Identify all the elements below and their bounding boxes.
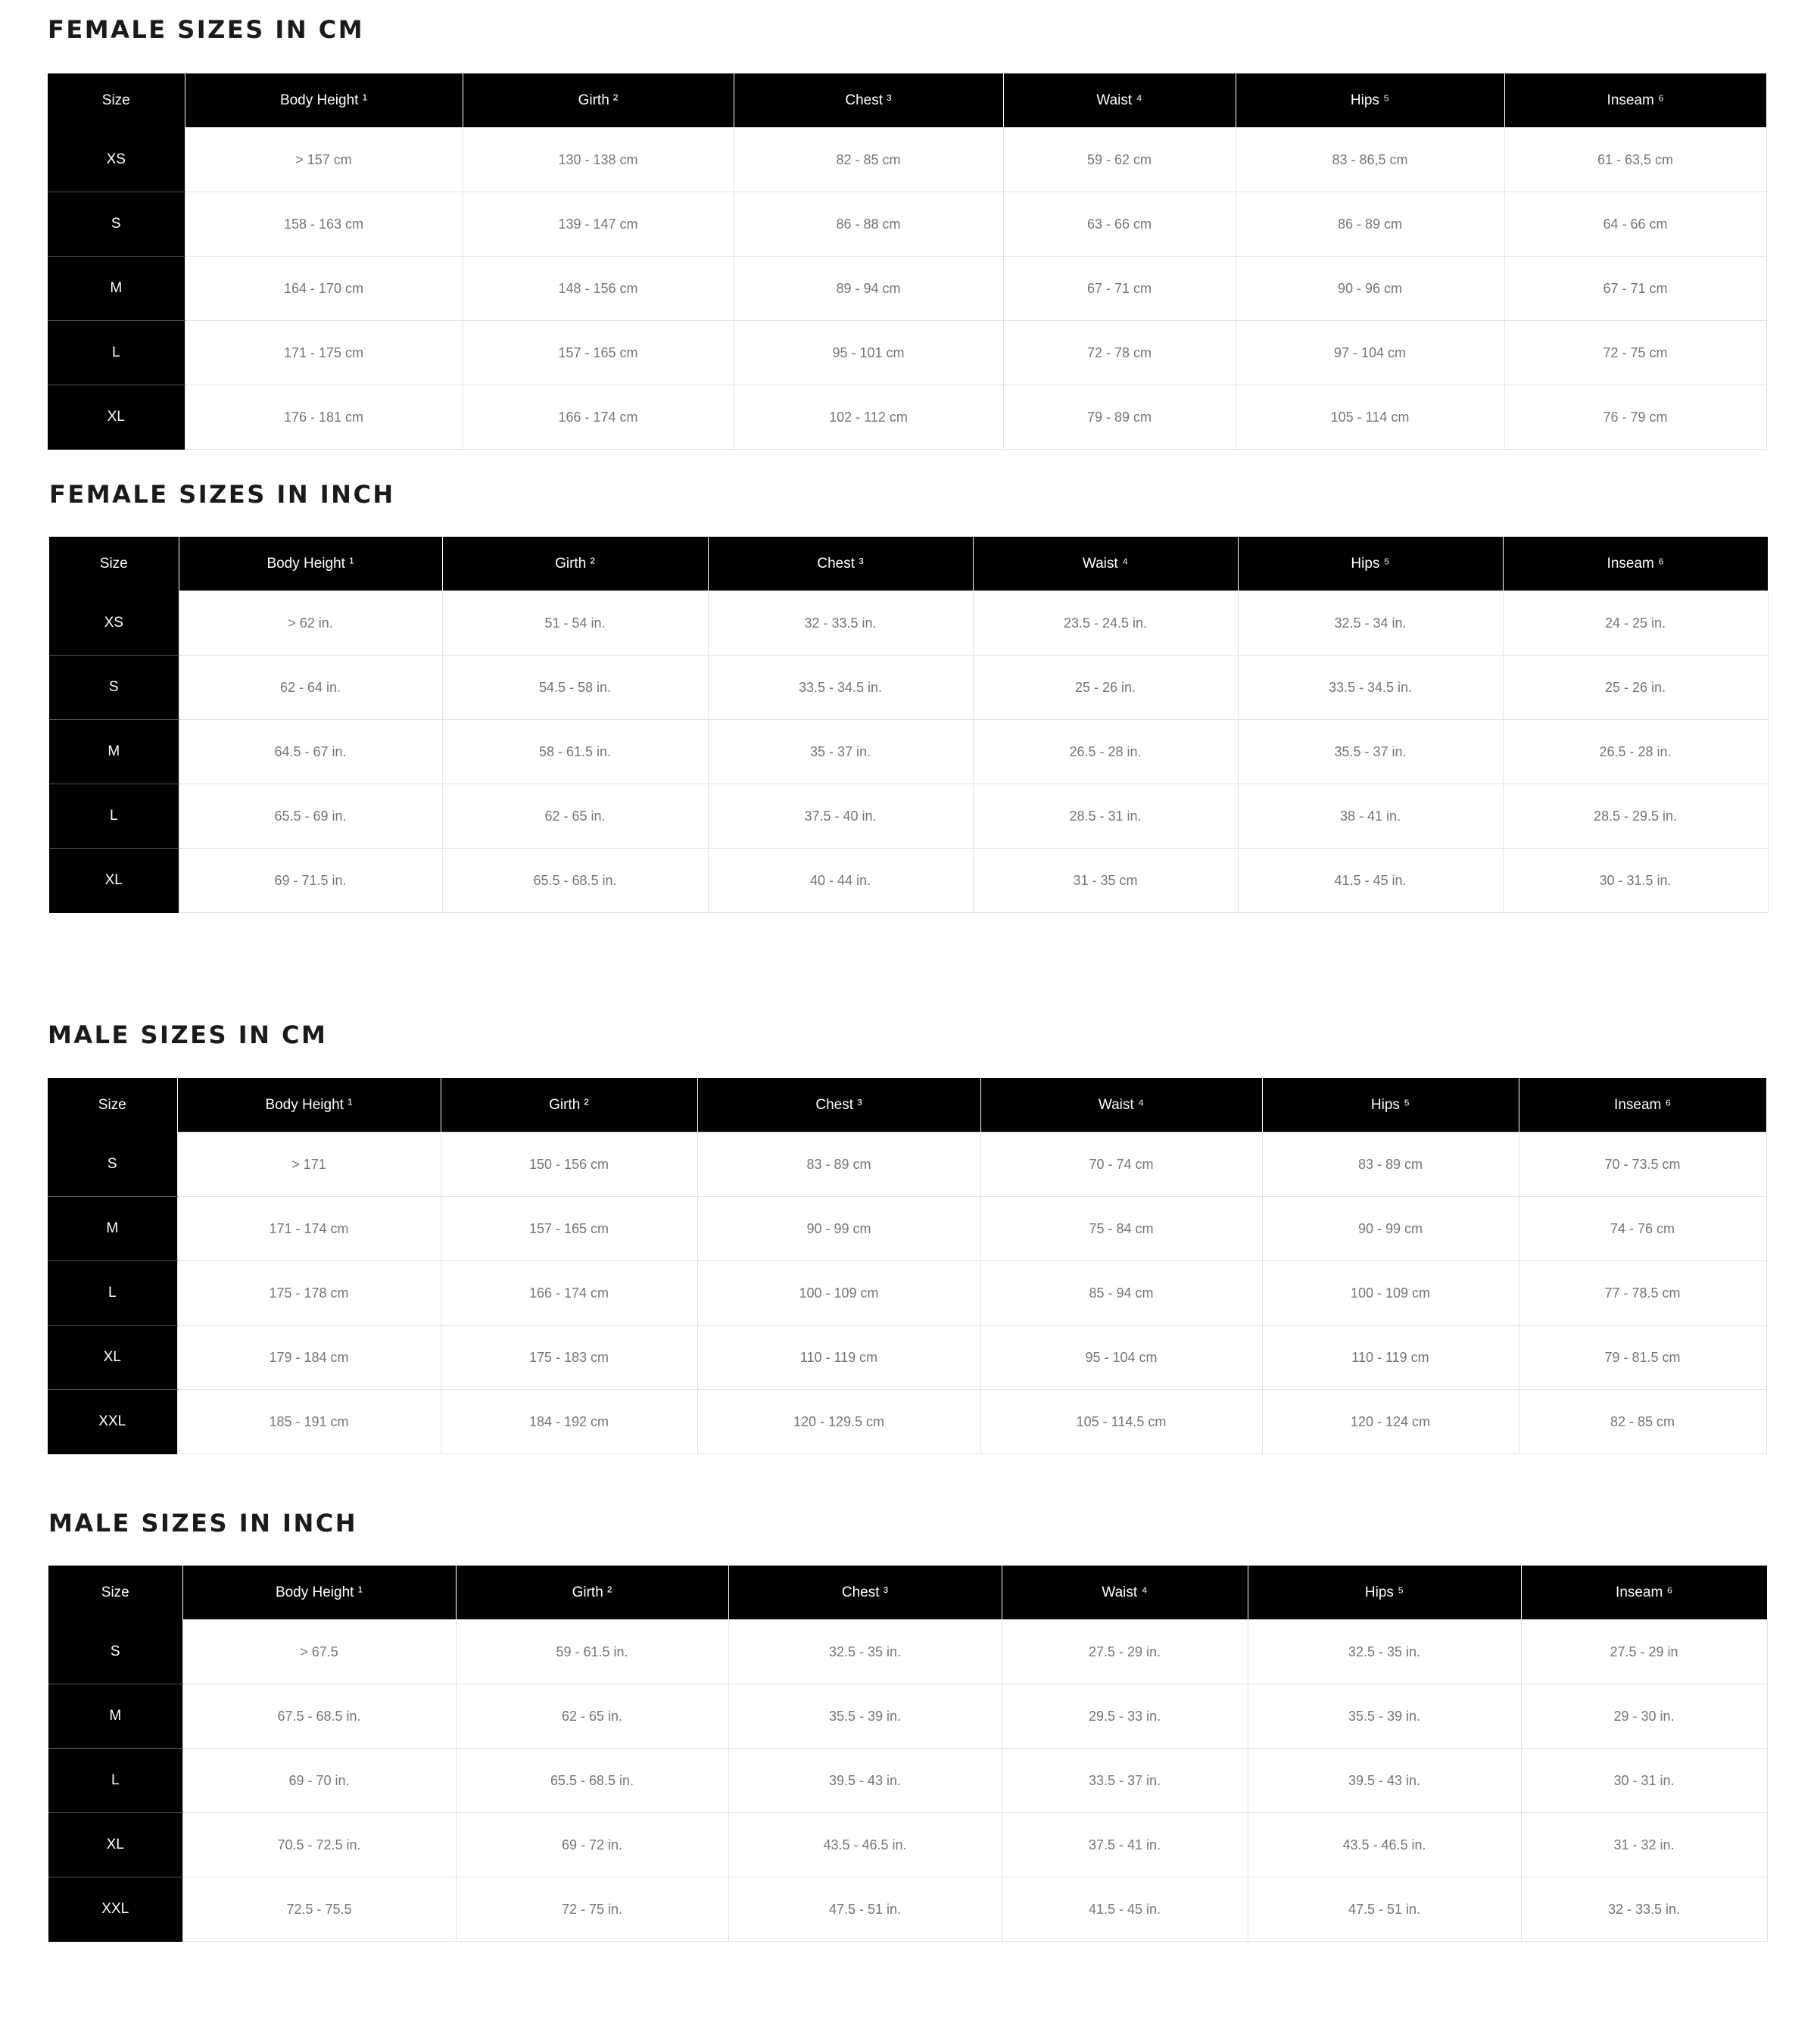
inseam-cell: 26.5 - 28 in. <box>1503 720 1768 784</box>
chest-cell: 32 - 33.5 in. <box>708 591 973 656</box>
body-height-cell: 72.5 - 75.5 <box>182 1877 456 1942</box>
table-row <box>48 192 1766 257</box>
inseam-header: Inseam ⁶ <box>1504 73 1766 128</box>
inseam-cell: 32 - 33.5 in. <box>1521 1877 1767 1942</box>
body-height-cell: 185 - 191 cm <box>177 1390 441 1454</box>
hips-cell: 86 - 89 cm <box>1236 192 1504 257</box>
inseam-cell: 74 - 76 cm <box>1519 1197 1766 1261</box>
girth-cell: 148 - 156 cm <box>463 257 734 321</box>
size-cell: S <box>49 656 179 720</box>
inseam-cell: 82 - 85 cm <box>1519 1390 1766 1454</box>
waist-header: Waist ⁴ <box>1003 73 1236 128</box>
chest-cell: 35 - 37 in. <box>708 720 973 784</box>
waist-cell: 37.5 - 41 in. <box>1002 1813 1248 1877</box>
waist-cell: 63 - 66 cm <box>1003 192 1236 257</box>
chest-cell: 39.5 - 43 in. <box>728 1749 1002 1813</box>
waist-cell: 72 - 78 cm <box>1003 321 1236 385</box>
chest-cell: 95 - 101 cm <box>734 321 1003 385</box>
body-height-cell: 175 - 178 cm <box>177 1261 441 1326</box>
body-height-cell: 62 - 64 in. <box>179 656 442 720</box>
size-table-male-inch <box>48 1566 1768 1942</box>
body-height-cell: 65.5 - 69 in. <box>179 784 442 849</box>
chest-cell: 83 - 89 cm <box>697 1133 980 1197</box>
girth-cell: 62 - 65 in. <box>442 784 708 849</box>
header-row <box>48 73 1766 128</box>
inseam-cell: 24 - 25 in. <box>1503 591 1768 656</box>
body-height-cell: 69 - 71.5 in. <box>179 849 442 913</box>
inseam-cell: 77 - 78.5 cm <box>1519 1261 1766 1326</box>
inseam-cell: 25 - 26 in. <box>1503 656 1768 720</box>
girth-cell: 166 - 174 cm <box>463 385 734 450</box>
girth-cell: 157 - 165 cm <box>463 321 734 385</box>
girth-cell: 62 - 65 in. <box>456 1684 728 1749</box>
table-row <box>48 257 1766 321</box>
body-height-cell: 70.5 - 72.5 in. <box>182 1813 456 1877</box>
waist-header: Waist ⁴ <box>980 1078 1262 1133</box>
inseam-cell: 27.5 - 29 in <box>1521 1620 1767 1684</box>
body-height-cell: 64.5 - 67 in. <box>179 720 442 784</box>
inseam-cell: 30 - 31 in. <box>1521 1749 1767 1813</box>
size-cell: M <box>48 1684 182 1749</box>
table-row <box>49 849 1768 913</box>
inseam-cell: 79 - 81.5 cm <box>1519 1326 1766 1390</box>
body-height-cell: 179 - 184 cm <box>177 1326 441 1390</box>
waist-cell: 29.5 - 33 in. <box>1002 1684 1248 1749</box>
body-height-cell: > 171 <box>177 1133 441 1197</box>
waist-cell: 105 - 114.5 cm <box>980 1390 1262 1454</box>
chest-cell: 90 - 99 cm <box>697 1197 980 1261</box>
table-row <box>48 1390 1766 1454</box>
table-row <box>48 1133 1766 1197</box>
inseam-cell: 64 - 66 cm <box>1504 192 1766 257</box>
body-height-cell: 67.5 - 68.5 in. <box>182 1684 456 1749</box>
waist-cell: 26.5 - 28 in. <box>973 720 1238 784</box>
table-row <box>48 1197 1766 1261</box>
hips-cell: 97 - 104 cm <box>1236 321 1504 385</box>
girth-cell: 130 - 138 cm <box>463 128 734 192</box>
girth-cell: 72 - 75 in. <box>456 1877 728 1942</box>
hips-cell: 43.5 - 46.5 in. <box>1248 1813 1521 1877</box>
hips-cell: 32.5 - 34 in. <box>1238 591 1503 656</box>
size-cell: XS <box>49 591 179 656</box>
hips-cell: 105 - 114 cm <box>1236 385 1504 450</box>
chest-cell: 100 - 109 cm <box>697 1261 980 1326</box>
waist-cell: 85 - 94 cm <box>980 1261 1262 1326</box>
hips-cell: 90 - 99 cm <box>1262 1197 1519 1261</box>
girth-cell: 150 - 156 cm <box>441 1133 697 1197</box>
hips-cell: 39.5 - 43 in. <box>1248 1749 1521 1813</box>
girth-cell: 65.5 - 68.5 in. <box>456 1749 728 1813</box>
table-row <box>48 1749 1767 1813</box>
girth-cell: 175 - 183 cm <box>441 1326 697 1390</box>
chest-cell: 89 - 94 cm <box>734 257 1003 321</box>
chest-cell: 40 - 44 in. <box>708 849 973 913</box>
hips-cell: 120 - 124 cm <box>1262 1390 1519 1454</box>
body-height-cell: > 157 cm <box>185 128 463 192</box>
size-cell: S <box>48 192 185 257</box>
hips-cell: 83 - 86,5 cm <box>1236 128 1504 192</box>
chest-cell: 37.5 - 40 in. <box>708 784 973 849</box>
girth-cell: 157 - 165 cm <box>441 1197 697 1261</box>
size-cell: S <box>48 1133 177 1197</box>
table-row <box>48 1684 1767 1749</box>
girth-cell: 51 - 54 in. <box>442 591 708 656</box>
size-cell: XL <box>49 849 179 913</box>
waist-cell: 25 - 26 in. <box>973 656 1238 720</box>
body-height-cell: 164 - 170 cm <box>185 257 463 321</box>
hips-cell: 33.5 - 34.5 in. <box>1238 656 1503 720</box>
table-row <box>48 1326 1766 1390</box>
size-cell: XL <box>48 1813 182 1877</box>
inseam-cell: 30 - 31.5 in. <box>1503 849 1768 913</box>
chest-cell: 82 - 85 cm <box>734 128 1003 192</box>
inseam-cell: 31 - 32 in. <box>1521 1813 1767 1877</box>
size-cell: L <box>48 1261 177 1326</box>
chest-cell: 35.5 - 39 in. <box>728 1684 1002 1749</box>
girth-cell: 139 - 147 cm <box>463 192 734 257</box>
section-title: FEMALE SIZES IN CM <box>48 15 365 44</box>
table-row <box>48 1813 1767 1877</box>
hips-header: Hips ⁵ <box>1236 73 1504 128</box>
waist-header: Waist ⁴ <box>1002 1566 1248 1620</box>
girth-header: Girth ² <box>456 1566 728 1620</box>
hips-cell: 35.5 - 37 in. <box>1238 720 1503 784</box>
hips-cell: 110 - 119 cm <box>1262 1326 1519 1390</box>
chest-cell: 120 - 129.5 cm <box>697 1390 980 1454</box>
size-cell: L <box>48 1749 182 1813</box>
hips-cell: 38 - 41 in. <box>1238 784 1503 849</box>
inseam-cell: 61 - 63,5 cm <box>1504 128 1766 192</box>
hips-cell: 90 - 96 cm <box>1236 257 1504 321</box>
chest-cell: 86 - 88 cm <box>734 192 1003 257</box>
size-header: Size <box>48 73 185 128</box>
inseam-cell: 29 - 30 in. <box>1521 1684 1767 1749</box>
girth-header: Girth ² <box>441 1078 697 1133</box>
body-height-cell: 171 - 175 cm <box>185 321 463 385</box>
waist-cell: 31 - 35 cm <box>973 849 1238 913</box>
table-row <box>48 321 1766 385</box>
table-row <box>48 385 1766 450</box>
waist-cell: 79 - 89 cm <box>1003 385 1236 450</box>
section-title: MALE SIZES IN CM <box>48 1020 328 1049</box>
table-row <box>48 128 1766 192</box>
body-height-cell: > 62 in. <box>179 591 442 656</box>
header-row <box>48 1566 1767 1620</box>
body-height-cell: 158 - 163 cm <box>185 192 463 257</box>
waist-cell: 41.5 - 45 in. <box>1002 1877 1248 1942</box>
chest-cell: 102 - 112 cm <box>734 385 1003 450</box>
inseam-header: Inseam ⁶ <box>1503 537 1768 591</box>
hips-header: Hips ⁵ <box>1262 1078 1519 1133</box>
size-cell: M <box>48 257 185 321</box>
waist-cell: 33.5 - 37 in. <box>1002 1749 1248 1813</box>
waist-cell: 59 - 62 cm <box>1003 128 1236 192</box>
size-table-female-inch <box>49 537 1769 913</box>
girth-cell: 65.5 - 68.5 in. <box>442 849 708 913</box>
inseam-header: Inseam ⁶ <box>1521 1566 1767 1620</box>
girth-cell: 59 - 61.5 in. <box>456 1620 728 1684</box>
size-cell: XXL <box>48 1390 177 1454</box>
section-title: FEMALE SIZES IN INCH <box>49 480 395 509</box>
header-row <box>49 537 1768 591</box>
chest-cell: 110 - 119 cm <box>697 1326 980 1390</box>
body-height-header: Body Height ¹ <box>185 73 463 128</box>
body-height-header: Body Height ¹ <box>179 537 442 591</box>
size-cell: XL <box>48 1326 177 1390</box>
waist-cell: 75 - 84 cm <box>980 1197 1262 1261</box>
body-height-header: Body Height ¹ <box>177 1078 441 1133</box>
size-header: Size <box>48 1078 177 1133</box>
body-height-cell: > 67.5 <box>182 1620 456 1684</box>
size-cell: XXL <box>48 1877 182 1942</box>
size-cell: S <box>48 1620 182 1684</box>
waist-header: Waist ⁴ <box>973 537 1238 591</box>
chest-cell: 43.5 - 46.5 in. <box>728 1813 1002 1877</box>
size-table-female-cm <box>48 73 1767 450</box>
chest-header: Chest ³ <box>708 537 973 591</box>
girth-cell: 184 - 192 cm <box>441 1390 697 1454</box>
inseam-cell: 70 - 73.5 cm <box>1519 1133 1766 1197</box>
girth-header: Girth ² <box>442 537 708 591</box>
size-table-male-cm <box>48 1078 1767 1454</box>
table-row <box>49 784 1768 849</box>
waist-cell: 95 - 104 cm <box>980 1326 1262 1390</box>
hips-cell: 32.5 - 35 in. <box>1248 1620 1521 1684</box>
size-header: Size <box>49 537 179 591</box>
size-cell: XS <box>48 128 185 192</box>
section-title: MALE SIZES IN INCH <box>48 1509 357 1538</box>
size-cell: L <box>49 784 179 849</box>
waist-cell: 23.5 - 24.5 in. <box>973 591 1238 656</box>
header-row <box>48 1078 1766 1133</box>
table-row <box>48 1261 1766 1326</box>
size-cell: M <box>48 1197 177 1261</box>
table-row <box>49 591 1768 656</box>
waist-cell: 70 - 74 cm <box>980 1133 1262 1197</box>
waist-cell: 28.5 - 31 in. <box>973 784 1238 849</box>
hips-header: Hips ⁵ <box>1248 1566 1521 1620</box>
chest-cell: 33.5 - 34.5 in. <box>708 656 973 720</box>
hips-cell: 41.5 - 45 in. <box>1238 849 1503 913</box>
table-row <box>48 1620 1767 1684</box>
waist-cell: 67 - 71 cm <box>1003 257 1236 321</box>
girth-cell: 69 - 72 in. <box>456 1813 728 1877</box>
hips-cell: 35.5 - 39 in. <box>1248 1684 1521 1749</box>
body-height-header: Body Height ¹ <box>182 1566 456 1620</box>
girth-cell: 166 - 174 cm <box>441 1261 697 1326</box>
table-row <box>49 656 1768 720</box>
size-header: Size <box>48 1566 182 1620</box>
inseam-header: Inseam ⁶ <box>1519 1078 1766 1133</box>
inseam-cell: 76 - 79 cm <box>1504 385 1766 450</box>
inseam-cell: 28.5 - 29.5 in. <box>1503 784 1768 849</box>
body-height-cell: 176 - 181 cm <box>185 385 463 450</box>
size-cell: L <box>48 321 185 385</box>
girth-cell: 58 - 61.5 in. <box>442 720 708 784</box>
inseam-cell: 72 - 75 cm <box>1504 321 1766 385</box>
girth-header: Girth ² <box>463 73 734 128</box>
hips-cell: 47.5 - 51 in. <box>1248 1877 1521 1942</box>
hips-cell: 100 - 109 cm <box>1262 1261 1519 1326</box>
inseam-cell: 67 - 71 cm <box>1504 257 1766 321</box>
body-height-cell: 171 - 174 cm <box>177 1197 441 1261</box>
girth-cell: 54.5 - 58 in. <box>442 656 708 720</box>
hips-cell: 83 - 89 cm <box>1262 1133 1519 1197</box>
hips-header: Hips ⁵ <box>1238 537 1503 591</box>
table-row <box>48 1877 1767 1942</box>
size-cell: XL <box>48 385 185 450</box>
chest-cell: 47.5 - 51 in. <box>728 1877 1002 1942</box>
chest-header: Chest ³ <box>728 1566 1002 1620</box>
body-height-cell: 69 - 70 in. <box>182 1749 456 1813</box>
size-cell: M <box>49 720 179 784</box>
chest-cell: 32.5 - 35 in. <box>728 1620 1002 1684</box>
chest-header: Chest ³ <box>697 1078 980 1133</box>
waist-cell: 27.5 - 29 in. <box>1002 1620 1248 1684</box>
chest-header: Chest ³ <box>734 73 1003 128</box>
table-row <box>49 720 1768 784</box>
